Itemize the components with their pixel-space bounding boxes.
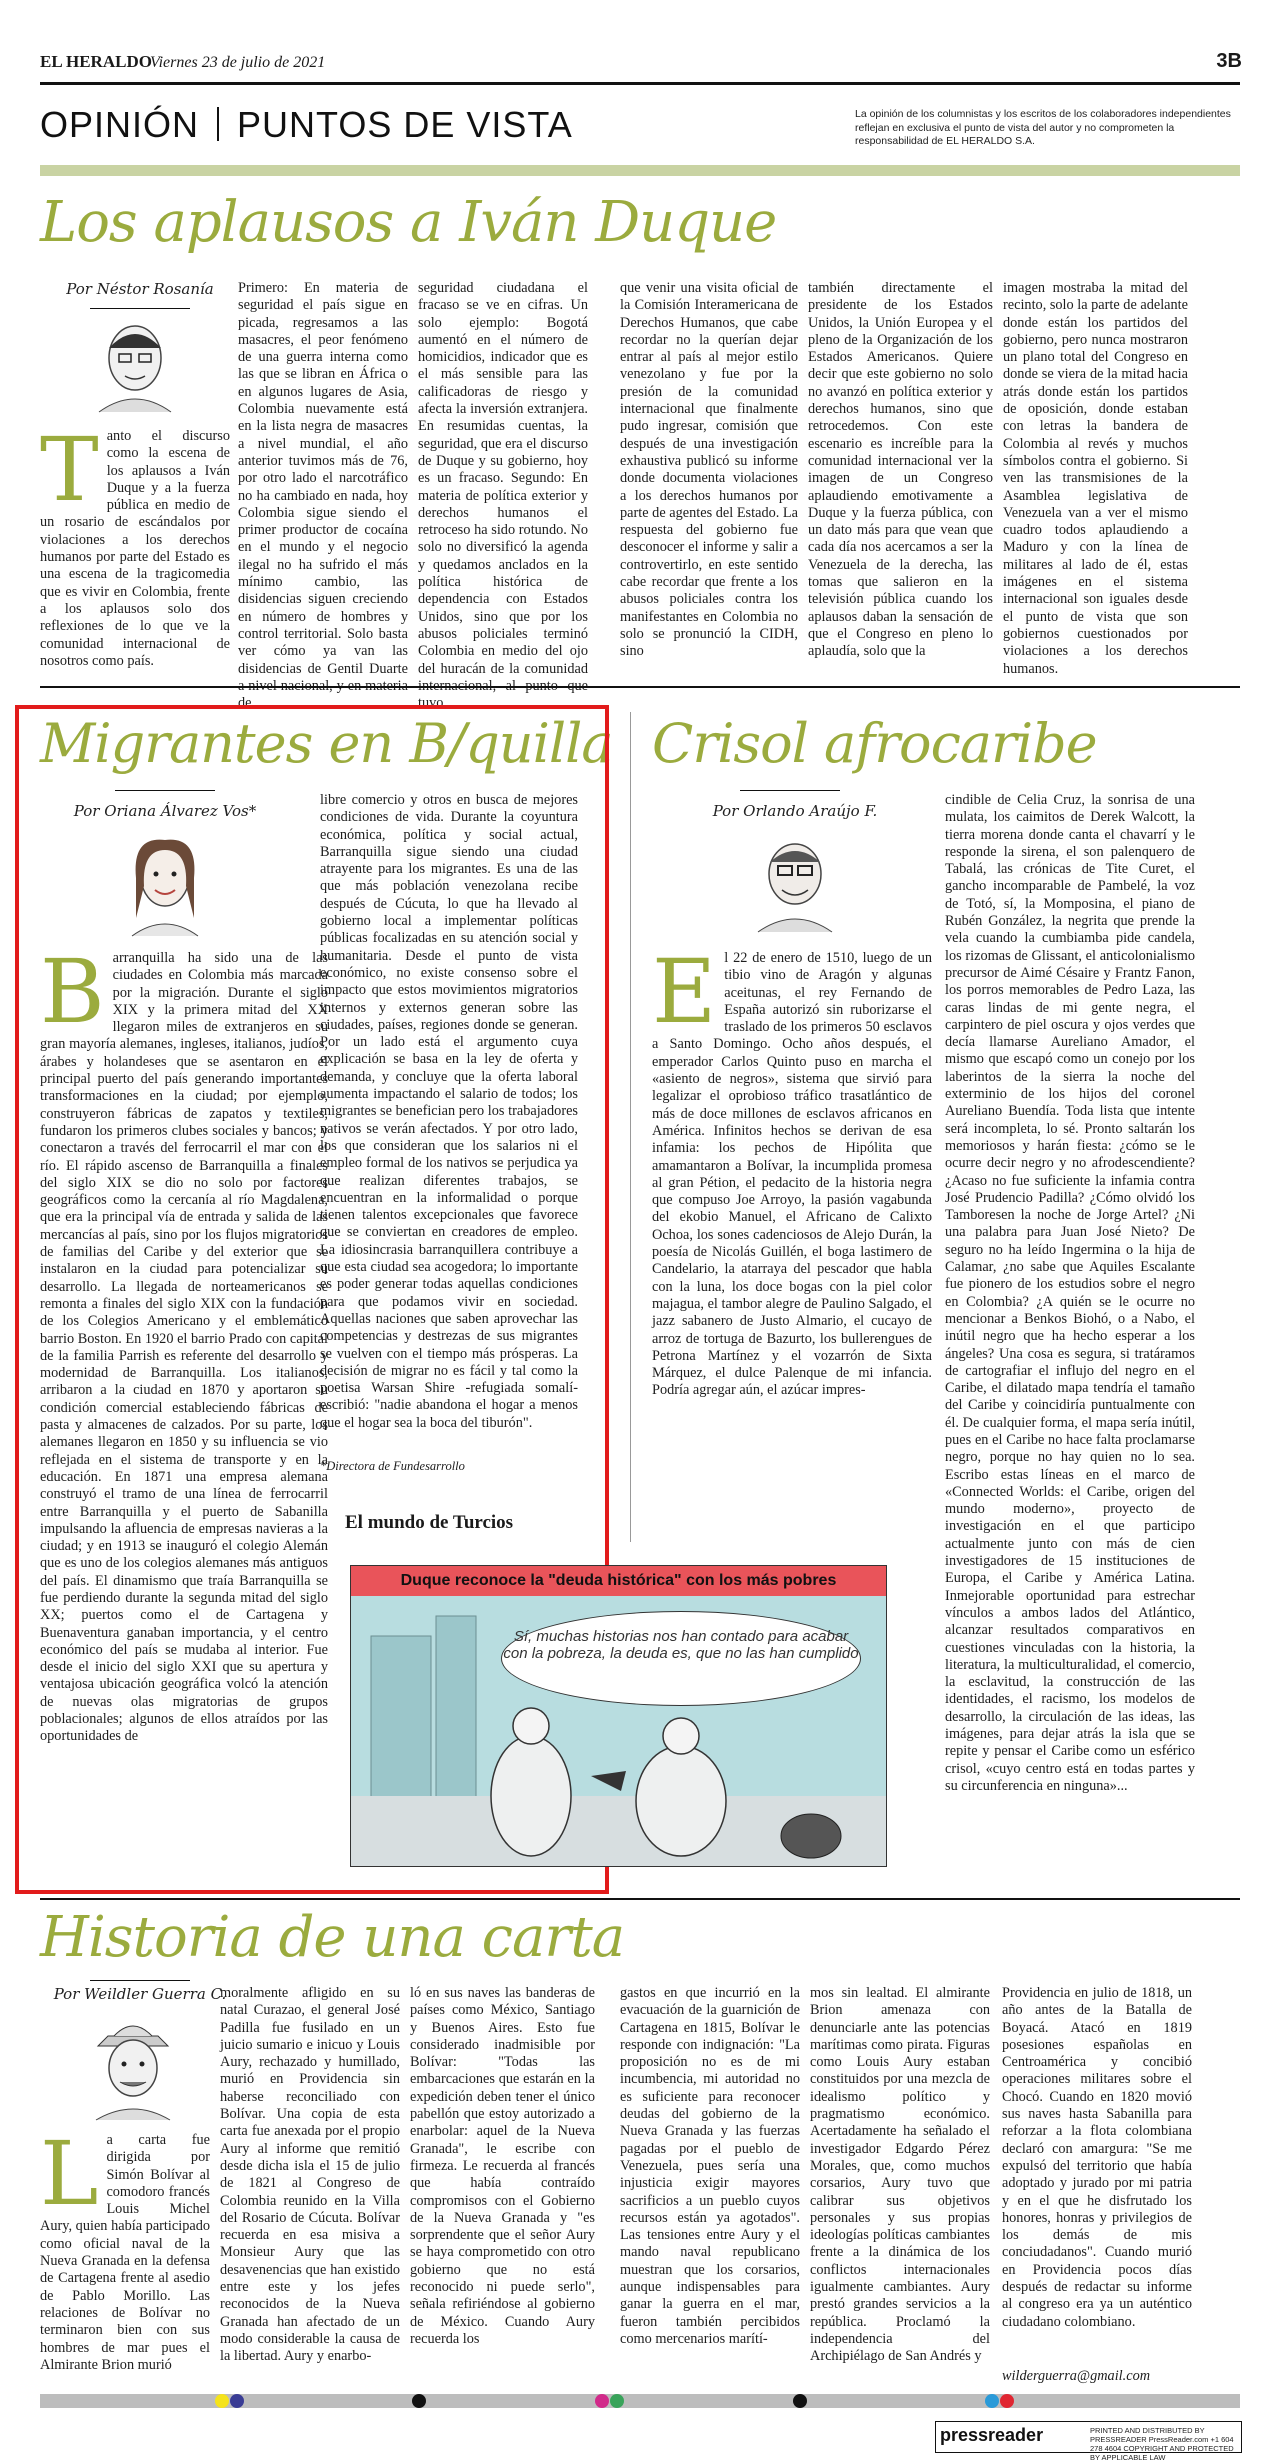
registration-mark — [1000, 2394, 1014, 2408]
article3-column-1: El 22 de enero de 1510, luego de un tibio vino de Aragón y algunas aceitunas, el rey Fernando de España autorizó sin ruborizarse el traslado de los primeros 50 esclavos a Santo Domingo. Ocho años después, el emperador Carlos Quinto puso en marcha el «asiento de negros», sistema que sirvió para legalizar el oprobioso tráfico trasatlántico de más de doce millones de esclavos africanos en América. Infinitos hechos se derivan de esa infamia: los pechos de Hipólita que amamantaron a Bolívar, la incumplida promesa al gran Pétion, el pedacito de la historia negra que compuso Joe Arroyo, la pasión vagabunda del ekobio Manuel, el Africano de Calixto Ochoa, los sones cadenciosos de Alejo Durán, la poesía de Nicolás Guillén, el boga lastimero de Candelario, la atarraya del pescador que habla con la luna, los doce bogas con la piel color majagua, el tambor alegre de Paulino Salgado, el jazz sabanero de Justo Almario, el cucayo de arroz de tortuga de Bazurto, los bullerengues de Petrona Martínez y el vozarrón de Sixta Márquez, el dulce Palenque de mi infancia. Podría agregar aún, el azúcar impres- — [652, 940, 932, 1399]
author-portrait-guerra — [78, 2010, 188, 2120]
byline-rule — [90, 308, 190, 309]
article2-column-2: libre comercio y otros en busca de mejores condiciones de vida. Durante la coyuntura económica, política y social actual, Barranquilla sigue siendo una ciudad atrayente para los migrantes. Es una de las que más población venezolana recibe después de Cúcuta, lo que ha llevado al gobierno local a implementar políticas públicas focalizadas en su atención social y humanitaria. Desde el punto de vista económico, no existe consenso sobre el impacto que estos movimientos migratorios internos y externos generan sobre las ciudades, países, regiones donde se generan. Por un lado está el argumento cuya explicación se basa en la ley de oferta y demanda, y concluye que la oferta laboral aumenta impactando el salario de todos; los migrantes se benefician pero los trabajadores nativos se verán afectados. Y por otro lado, los que consideran que los salarios ni el empleo formal de los nativos se perjudica ya que realizan diferentes trabajos, se encuentran en la informalidad o porque tienen talentos excepcionales que favorece que se conviertan en creadores de empleo. La idiosincrasia barranquillera contribuye a que esta ciudad sea acogedora; lo importante es poder generar todas aquellas condiciones para que podamos vivir en sociedad. Aquellas naciones que saben aprovechar las competencias y destrezas de sus migrantes se vuelven con el tiempo más prósperas. La decisión de migrar no es fácil y tal como la poetisa Warsan Shire -refugiada somalí- escribió: "nadie abandona el hogar a menos que el hogar sea la boca del tiburón". — [320, 792, 578, 1431]
registration-mark — [985, 2394, 999, 2408]
article1-column-2: Primero: En materia de seguridad el país sigue en picada, regresamos a las masacres, el peor fenómeno de una guerra interna como las que se libran en África o en algunos lugares de Asia, Colombia nuevamente está en la lista negra de masacres a nivel mundial, el año anterior tuvimos más de 76, por otro lado el narcotráfico no ha cambiado en nada, hoy Colombia sigue siendo el primer productor de cocaína en el mundo y el negocio ilegal no ha sufrido el más mínimo cambio, las disidencias siguen creciendo en número de hombres y control territorial. Solo basta ver cómo ya van las disidencias de Gentil Duarte de — [238, 280, 408, 712]
page-number: 3B — [1216, 50, 1242, 72]
article1-column-3: seguridad ciudadana el fracaso se ve en cifras. Un solo ejemplo: Bogotá aumentó en el número de homicidios, indicador que es el más sensible para las calificadoras de riesgo y afecta la inversión extranjera. En resumidas cuentas, la seguridad, que era el discurso de Duque y su gobierno, hoy es un fracaso. Segundo: En materia de política exterior y derechos humanos el retroceso ha sido rotundo. No solo no diversificó la agenda y quedamos anclados en la política histórica de dependencia con Estados Unidos, sino que por los abusos policiales terminó Colombia en medio del ojo del huracán de la comunidad tuvo — [418, 280, 588, 712]
author-portrait-araujo — [740, 822, 850, 932]
author-portrait-rosania — [85, 312, 185, 412]
section-color-bar — [40, 165, 1240, 176]
section-right: PUNTOS DE VISTA — [237, 104, 573, 145]
registration-mark — [595, 2394, 609, 2408]
registration-mark — [793, 2394, 807, 2408]
article2-column-1: Barranquilla ha sido una de las ciudades en Colombia más marcada por la migración. Durante el siglo XIX y la primera mitad del XX llegaron miles de extranjeros en su gran mayoría alemanes, ingleses, italianos, judíos, árabes y holandeses que se asentaron en el principal puerto del país generando importantes transformaciones en la ciudad; por ejemplo, construyeron fábricas de zapatos y textiles, fundaron los primeros clubes sociales y bancos; y conectaron a través del ferrocarril el mar con el río. El rápido ascenso de Barranquilla a finales del siglo XIX se dio no solo por factores geográficos como la cercanía al río Magdalena, que era la principal vía de entrada y salida de las mercancías al país, sino por los flujos migratorios de familias del Caribe y del exterior que se instalaron en la ciudad para potencializar su desarrollo. La llegada de norteamericanos se remonta a finales del siglo XIX con la fundación de los Colegios Americano y el emblemático barrio Boston. En 1920 el barrio Prado con capital de la familia Parrish es referente del desarrollo y modernidad de Barranquilla. Los italianos, arribaron a la ciudad en 1870 y aportaron su condición comercial estableciendo fábricas de pasta y almacenes de calzados. Por su parte, los alemanes llegaron en 1850 y su influencia se vio reflejada en el sistema de transporte y en la educación. En 1871 una empresa alemana construyó el tramo de una línea de ferrocarril entre Barranquilla y el puerto de Sabanilla impulsando la afluencia de empresas navieras a la ciudad; y en 1913 se inauguró el colegio Alemán que es uno de los colegios alemanes más antiguos del país. El dinamismo que traía Barranquilla se fue perdiendo durante la segunda mitad del siglo XX; puertos como el de Cartagena y Buenaventura ganaban importancia, y el centro económico del país se mudaba al interior. Fue desde el inicio del siglo XXI que su apertura y ventajosa ubicación geográfica volcó la atención de nuevas olas migratorias de grupos poblacionales; algunos de ellos atraídos por las oportunidades de — [40, 940, 328, 1745]
article4-column-1: La carta fue dirigida por Simón Bolívar al comodoro francés Louis Michel Aury, quien había participado como oficial naval de la Nueva Granada en la defensa de Cartagena frente al asedio de Pablo Morillo. Las relaciones de Bolívar no terminaron bien con sus hombres de mar pues el Almirante Brion murió — [40, 2122, 210, 2373]
registration-mark — [610, 2394, 624, 2408]
cartoon-section-title: El mundo de Turcios — [345, 1512, 514, 1533]
cartoon-panel — [350, 1565, 887, 1867]
cartoon-speech-bubble: Sí, muchas historias nos han contado para acabar con la pobreza, la deuda es, que no las han cumplido — [501, 1611, 861, 1706]
article4-column-2: moralmente afligido en su natal Curazao, el general José Padilla fue fusilado en un juicio sumario e inicuo y Louis Aury, rechazado y humillado, murió en Providencia sin haberse reconciliado con Bolívar. Una copia de esta carta fue anexada por el propio Aury al informe que remitió desde dicha isla el 15 de julio de 1821 al Congreso de Colombia reunido en la Villa del Rosario de Cúcuta. Bolívar recuerda en esa misiva a Monsieur Aury que las desavenencias que han existido entre este y los jefes reconocidos de la Nueva Granada han afectado de un modo considerable la causa de la libertad. Aury y enarbo- — [220, 1985, 400, 2365]
article-separator — [40, 1898, 1240, 1900]
section-header — [40, 104, 573, 146]
article2-dropcap: B — [40, 940, 105, 1043]
section-left: OPINIÓN — [40, 104, 200, 145]
article-separator — [40, 686, 1240, 688]
article1-column-4: que venir una visita oficial de la Comisión Interamericana de Derechos Humanos, que cabe recordar no la querían dejar entrar al país al mejor estilo venezolano y fue por la presión de la comunidad internacional que finalmente pudo ingresar, comisión que después de una investigación exhaustiva publicó su informe donde documenta violaciones a los derechos humanos por parte de agentes del Estado. La respuesta del gobierno fue desconocer el informe y salir a controvertirlo, en este sentido cabe recordar que frente a los abusos policiales contra los manifestantes en Colombia no solo se pronunció la CIDH, sino — [620, 280, 798, 660]
article3-column-2: cindible de Celia Cruz, la sonrisa de una mulata, los caimitos de Derek Walcott, la tierra morena donde canta el chavarrí y le responde la sirena, el son palenquero de Tabalá, las crónicas de Tite Curet, el gancho incomparable de Pambelé, la voz de Totó, sí, la Momposina, el piano de Rubén González, la negrita que prende la vela cuando la cumbiamba pide candela, los rizomas de Glissant, el anticolonialismo precursor de Aimé Césaire y Frantz Fanon, los porros memorables de Pedro Laza, las caras lindas de mi gente negra, el carpintero de piel oscura y ojos verdes que decía llamarse Aureliano Amador, el mismo que escapó como un conejo por los laberintos de la sierra la noche del exterminio de los hijos del coronel Aureliano Buendía. Toda lista que intente será incompleta, lo sé. Pronto saltarán los memoriosos y harán fiesta: ¿cómo se le ocurre decir negro y no afrodescendiente? ¿Acaso no fue suficiente la infamia contra José Prudencio Padilla? ¿Cómo olvidó los Tamboresen la noche de Jorge Artel? ¿Ni una palabra para Juan José Nieto? De seguro no ha leído Ingermina o la hija de Calamar, ¿no sabe que Aquiles Escalante fue pionero de los estudios sobre el negro en Colombia? ¿A quién se le ocurre no mencionar a Benkos Biohó, o a Nabo, el inútil negro que ha hecho esperar a los ángeles? Una cosa es segura, si tratáramos de cartografiar el influjo del negro en el Caribe, el dilatado mapa tendría el tamaño del Caribe y coincidiría puntualmente con él. De cualquier forma, el mapa sería inútil, pues en el Caribe no hace falta proclamarse negro, porque no hay quien no lo sea. Escribo estas líneas en el marco de «Connected Worlds: el Caribe, origen del mundo moderno», proyecto de investigación en el que participo actualmente junto con más de cien investigadores de 15 instituciones de Europa, el Caribe y América Latina. Inmejorable oportunidad para estrechar vínculos a ambos lados del Atlántico, alcanzar resultados comparativos en cuestiones vinculadas con la historia, la literatura, la multiculturalidad, el comercio, la esclavitud, la construcción de las identidades, el racismo, los modelos de desarrollo, la circulación de las ideas, las imágenes, para dejar atrás la isla que se repite y pensar el Caribe como un esférico crisol, «cuyo centro está en todas partes y su circunferencia en ninguna»... — [945, 792, 1195, 1794]
registration-mark — [215, 2394, 229, 2408]
editorial-disclaimer: La opinión de los columnistas y los escritos de los colaboradores independientes reflejan en exclusiva el punto de vista del autor y no comprometen la responsabilidad de EL HERALDO S.A. — [855, 108, 1231, 147]
pressreader-logo: pressreader — [940, 2425, 1044, 2445]
article4-dropcap: L — [40, 2122, 99, 2225]
article1-dropcap: T — [40, 418, 99, 521]
section-divider — [217, 107, 219, 141]
cartoon-illustration — [351, 1596, 886, 1866]
column-divider — [630, 712, 631, 1542]
article1-column-1: Tanto el discurso como la escena de los aplausos a Iván Duque y a la fuerza pública en medio de un rosario de escándalos por violaciones a los derechos humanos por parte del Estado es una escena de la tragicomedia que es vivir en Colombia, frente a los aplausos solo dos reflexiones de lo que ve la comunidad internacional de nosotros como país. — [40, 418, 230, 669]
article4-title: Historia de una carta — [40, 1905, 625, 1970]
article4-byline: Por Weildler Guerra C. — [53, 1985, 227, 2003]
article4-column-6: Providencia en julio de 1818, un año antes de la Batalla de Boyacá. Atacó en 1819 posesiones españolas en Centroamérica y concibió operaciones militares sobre el Chocó. Cuando en 1820 movió sus naves hasta Sabanilla para reforzar a la flota colombiana declaró con amargura: "Se me expulsó del territorio que había adoptado y jurado por mi patria y en el que he disfrutado los honores, honras y privilegios de los demás de mis conciudadanos". Cuando murió en Providencia pocos días después de redactar su informe al congreso era ya un auténtico ciudadano colombiano. — [1002, 1985, 1192, 2330]
article4-column-5: mos sin lealtad. El almirante Brion amenaza con denunciarle ante las potencias marítimas como pirata. Figuras como Louis Aury estaban constituidos por una mezcla de idealismo político y pragmatismo económico. Acertadamente ha señalado el investigador Edgardo Pérez Morales, que, como muchos corsarios, Aury tuvo que calibrar sus objetivos personales y sus propias ideologías políticas cambiantes frente a la dinámica de los conflictos internacionales igualmente cambiantes. Aury prestó grandes servicios a la república. Proclamó la independencia del Archipiélago de San Andrés y — [810, 1985, 990, 2365]
article4-column-4: gastos en que incurrió en la evacuación de la guarnición de Cartagena en 1815, Bolívar le responde con indignación: "La proposición no es de mi incumbencia, mi autoridad no es suficiente para reconocer deudas del gobierno de la Nueva Granada y las fuerzas pagadas por el pueblo de Venezuela, pues sería una injusticia exigir mayores sacrificios a un pueblo cuyos recursos están ya agotados". Las tensiones entre Aury y el mando naval republicano muestran que los corsarios, aunque indispensables para ganar la guerra en el mar, fueron también percibidos como mercenarios marítí- — [620, 1985, 800, 2347]
article2-byline: Por Oriana Álvarez Vos* — [73, 802, 257, 820]
cartoon-headline: Duque reconoce la "deuda histórica" con los más pobres — [351, 1566, 886, 1596]
article2-title: Migrantes en B/quilla — [40, 712, 613, 775]
article4-column-3: ló en sus naves las banderas de países como México, Santiago y Buenos Aires. Esto fue considerado inadmisible por Bolívar: "Todas las embarcaciones que estarán en la expedición deben tener el único pabellón que estoy autorizado a enarbolar: aquel de la Nueva Granada", le escribe con firmeza. Le recuerda al francés que había contraído compromisos con el Gobierno de la Nueva Granada y "es sorprendente que el señor Aury se haya comprometido con otro gobierno que no está reconocido ni puede serlo", señala refiriéndose al gobierno de México. Cuando Aury recuerda los — [410, 1985, 595, 2347]
article4-email: wilderguerra@gmail.com — [1002, 2368, 1151, 2384]
issue-date: Viernes 23 de julio de 2021 — [150, 54, 326, 71]
article1-byline: Por Néstor Rosanía — [66, 280, 214, 298]
article3-title: Crisol afrocaribe — [652, 712, 1097, 775]
article3-byline: Por Orlando Araújo F. — [712, 802, 878, 820]
article1-column-5: también directamente el presidente de los Estados Unidos, la Unión Europea y el pleno de la Organización de los Estados Americanos. Quiere decir que este gobierno no solo no avanzó en política exterior y derechos humanos, sino que retrocedemos. Con este escenario es increíble para la comunidad internacional ver la imagen de un Congreso aplaudiendo emotivamente a Duque y la fuerza pública, con un dato más para que vean que cada día nos acercamos a ser la Venezuela de la derecha, las tomas que salieron en la televisión pública cuando los aplausos daban la sensación de que el Congreso en pleno lo aplaudía, solo que la — [808, 280, 993, 660]
article1-title: Los aplausos a Iván Duque — [40, 190, 777, 255]
byline-rule — [740, 790, 840, 791]
newspaper-name: EL HERALDO — [40, 52, 152, 71]
pressreader-notice: PRINTED AND DISTRIBUTED BY PRESSREADER PressReader.com +1 604 278 4604 COPYRIGHT AND PROTECTED BY APPLICABLE LAW — [1090, 2426, 1234, 2462]
byline-rule — [90, 1980, 190, 1981]
masthead-rule — [40, 82, 1240, 85]
registration-mark — [412, 2394, 426, 2408]
article3-dropcap: E — [652, 940, 717, 1043]
article1-column-6: imagen mostraba la mitad del recinto, solo la parte de adelante donde están los partidos del gobierno, pero nunca mostraron un plano total del Congreso en donde se viera de la mitad hacia atrás donde están los partidos de oposición, donde estaban con letras la bandera de Colombia al revés y muchos símbolos contra el gobierno. Si ven las transmisiones de la Asamblea legislativa de Venezuela van a ver el mismo cuadro todos aplaudiendo a Maduro y con la línea de militares al lado de él, estas imágenes en el sistema internacional son iguales desde el punto de vista que son gobiernos cuestionados por violaciones a los derechos humanos. — [1003, 280, 1188, 677]
registration-mark — [230, 2394, 244, 2408]
article2-author-note: *Directora de Fundesarrollo — [320, 1459, 465, 1473]
